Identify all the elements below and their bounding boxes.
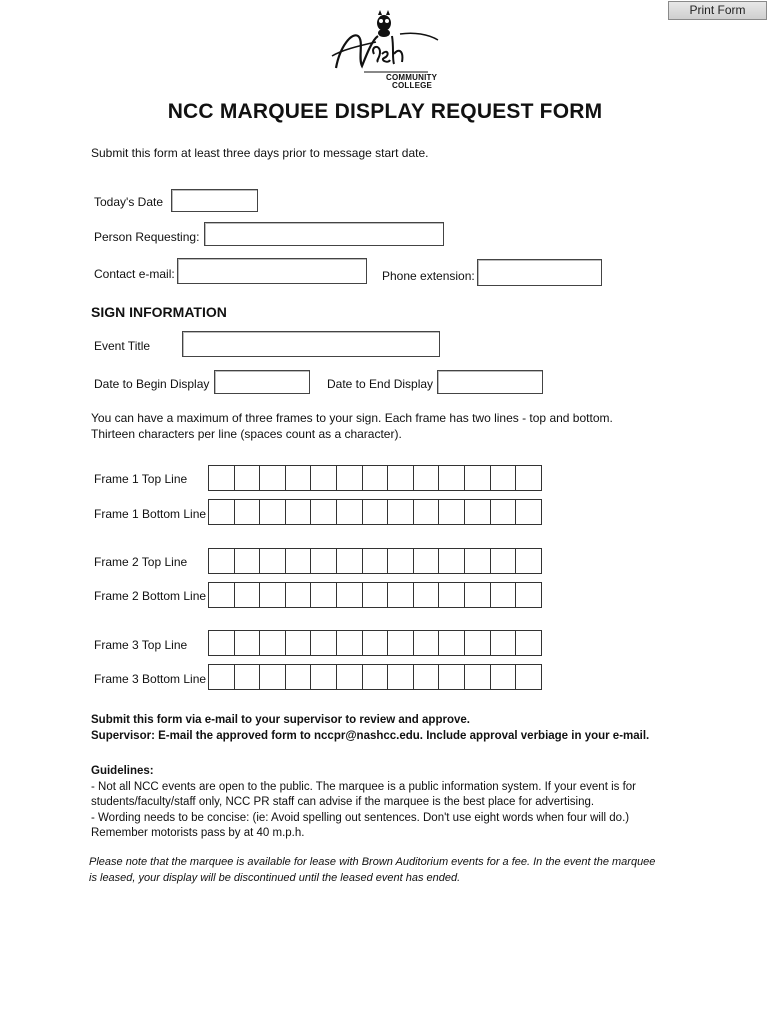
char-cell[interactable] [208, 499, 235, 525]
char-cell[interactable] [413, 465, 440, 491]
char-cell[interactable] [336, 630, 363, 656]
frames-note-line1: You can have a maximum of three frames to your sign. Each frame has two lines - top and bottom. [91, 411, 613, 425]
guidelines-heading: Guidelines: [91, 765, 154, 777]
char-cell[interactable] [259, 548, 286, 574]
lease-note [89, 855, 655, 886]
submit-instructions [91, 713, 649, 744]
char-cell[interactable] [336, 499, 363, 525]
frame-2-top-cells[interactable] [208, 548, 541, 574]
char-cell[interactable] [413, 499, 440, 525]
todays-date-label: Today's Date [94, 195, 163, 209]
char-cell[interactable] [515, 465, 542, 491]
char-cell[interactable] [310, 465, 337, 491]
contact-email-input[interactable] [177, 258, 367, 284]
char-cell[interactable] [310, 499, 337, 525]
frames-note-line2: Thirteen characters per line (spaces count as a character). [91, 426, 402, 441]
guidelines-line3: - Wording needs to be concise: (ie: Avoid spelling out sentences. Don't use eight words when four will do.) [91, 811, 630, 824]
char-cell[interactable] [234, 465, 261, 491]
char-cell[interactable] [413, 664, 440, 690]
char-cell[interactable] [336, 582, 363, 608]
char-cell[interactable] [362, 630, 389, 656]
char-cell[interactable] [259, 582, 286, 608]
event-title-label: Event Title [94, 339, 151, 353]
char-cell[interactable] [336, 548, 363, 574]
char-cell[interactable] [362, 548, 389, 574]
contact-email-label: Contact e-mail: [94, 267, 175, 281]
lease-note-line1: Please note that the marquee is available for lease with Brown Auditorium events for a fee. In the event the marquee [89, 856, 656, 868]
submit-line2: Supervisor: E-mail the approved form to nccpr@nashcc.edu. Include approval verbiage in your e-mail. [91, 729, 650, 742]
frame-1-bottom-label: Frame 1 Bottom Line [94, 507, 207, 521]
char-cell[interactable] [234, 630, 261, 656]
char-cell[interactable] [515, 548, 542, 574]
char-cell[interactable] [438, 664, 465, 690]
char-cell[interactable] [413, 630, 440, 656]
phone-extension-input[interactable] [477, 259, 602, 286]
date-begin-input[interactable] [214, 370, 310, 394]
frame-2-bottom-label: Frame 2 Bottom Line [94, 589, 207, 603]
char-cell[interactable] [387, 465, 414, 491]
frame-1-bottom-cells[interactable] [208, 499, 541, 525]
char-cell[interactable] [234, 582, 261, 608]
sign-information-heading: SIGN INFORMATION [91, 304, 227, 320]
char-cell[interactable] [464, 548, 491, 574]
char-cell[interactable] [438, 499, 465, 525]
lease-note-line2: is leased, your display will be discontinued until the leased event has ended. [89, 871, 461, 884]
char-cell[interactable] [362, 499, 389, 525]
char-cell[interactable] [310, 548, 337, 574]
char-cell[interactable] [490, 664, 517, 690]
todays-date-input[interactable] [171, 189, 258, 212]
char-cell[interactable] [490, 582, 517, 608]
char-cell[interactable] [362, 664, 389, 690]
char-cell[interactable] [464, 664, 491, 690]
char-cell[interactable] [285, 465, 312, 491]
guidelines [91, 764, 636, 842]
char-cell[interactable] [234, 664, 261, 690]
char-cell[interactable] [464, 582, 491, 608]
char-cell[interactable] [438, 582, 465, 608]
date-end-input[interactable] [437, 370, 543, 394]
char-cell[interactable] [285, 630, 312, 656]
person-requesting-label: Person Requesting: [94, 230, 200, 244]
frame-3-top-cells[interactable] [208, 630, 541, 656]
char-cell[interactable] [387, 582, 414, 608]
char-cell[interactable] [285, 548, 312, 574]
char-cell[interactable] [387, 548, 414, 574]
frame-1-top-label: Frame 1 Top Line [94, 472, 188, 486]
print-form-button[interactable]: Print Form [668, 1, 767, 20]
page-title: NCC MARQUEE DISPLAY REQUEST FORM [167, 100, 603, 123]
frame-2-top-label: Frame 2 Top Line [94, 555, 188, 569]
char-cell[interactable] [310, 630, 337, 656]
char-cell[interactable] [285, 582, 312, 608]
char-cell[interactable] [387, 664, 414, 690]
char-cell[interactable] [310, 664, 337, 690]
guidelines-line1: - Not all NCC events are open to the public. The marquee is a public information system. If your event is for [91, 780, 637, 793]
nash-community-college-logo [318, 6, 456, 98]
char-cell[interactable] [515, 664, 542, 690]
char-cell[interactable] [310, 582, 337, 608]
char-cell[interactable] [387, 630, 414, 656]
char-cell[interactable] [234, 499, 261, 525]
char-cell[interactable] [464, 630, 491, 656]
char-cell[interactable] [259, 499, 286, 525]
char-cell[interactable] [259, 465, 286, 491]
logo-text-community: COMMUNITY [386, 73, 438, 82]
date-end-label: Date to End Display [327, 377, 434, 391]
char-cell[interactable] [208, 465, 235, 491]
char-cell[interactable] [336, 465, 363, 491]
frames-note [91, 411, 613, 442]
phone-extension-label: Phone extension: [382, 269, 475, 283]
char-cell[interactable] [490, 499, 517, 525]
frame-2-bottom-cells[interactable] [208, 582, 541, 608]
char-cell[interactable] [362, 582, 389, 608]
char-cell[interactable] [515, 630, 542, 656]
char-cell[interactable] [438, 548, 465, 574]
char-cell[interactable] [464, 465, 491, 491]
guidelines-line2: students/faculty/staff only, NCC PR staff can advise if the marquee is the best place for advertising. [91, 796, 595, 808]
char-cell[interactable] [259, 630, 286, 656]
char-cell[interactable] [208, 664, 235, 690]
intro-text: Submit this form at least three days prior to message start date. [91, 146, 429, 160]
char-cell[interactable] [438, 465, 465, 491]
submit-line1: Submit this form via e-mail to your supervisor to review and approve. [91, 714, 470, 726]
char-cell[interactable] [413, 548, 440, 574]
char-cell[interactable] [208, 630, 235, 656]
frame-3-top-label: Frame 3 Top Line [94, 638, 188, 652]
event-title-input[interactable] [182, 331, 440, 357]
char-cell[interactable] [464, 499, 491, 525]
char-cell[interactable] [515, 499, 542, 525]
char-cell[interactable] [438, 630, 465, 656]
char-cell[interactable] [259, 664, 286, 690]
char-cell[interactable] [387, 499, 414, 525]
char-cell[interactable] [285, 664, 312, 690]
char-cell[interactable] [490, 548, 517, 574]
frame-3-bottom-cells[interactable] [208, 664, 541, 690]
char-cell[interactable] [515, 582, 542, 608]
char-cell[interactable] [362, 465, 389, 491]
date-begin-label: Date to Begin Display [94, 377, 210, 391]
guidelines-line4: Remember motorists pass by at 40 m.p.h. [91, 827, 305, 839]
frame-1-top-cells[interactable] [208, 465, 541, 491]
person-requesting-input[interactable] [204, 222, 444, 246]
char-cell[interactable] [413, 582, 440, 608]
char-cell[interactable] [285, 499, 312, 525]
frame-3-bottom-label: Frame 3 Bottom Line [94, 672, 207, 686]
char-cell[interactable] [208, 582, 235, 608]
char-cell[interactable] [490, 465, 517, 491]
char-cell[interactable] [336, 664, 363, 690]
char-cell[interactable] [490, 630, 517, 656]
char-cell[interactable] [208, 548, 235, 574]
char-cell[interactable] [234, 548, 261, 574]
logo-text-college: COLLEGE [392, 81, 433, 90]
